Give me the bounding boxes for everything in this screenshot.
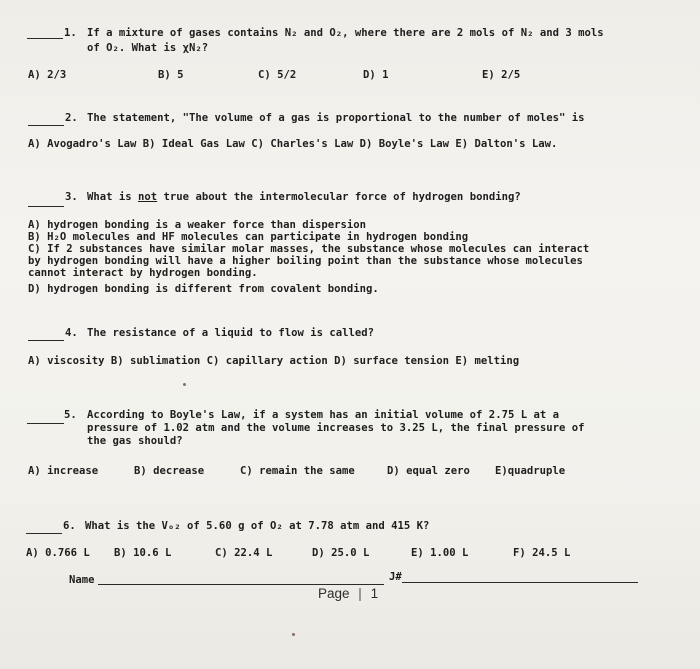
q5-text-line3: the gas should? xyxy=(87,435,183,447)
q6-number: 6. xyxy=(63,520,76,532)
q5-number: 5. xyxy=(64,409,77,421)
answer-blank-q6[interactable] xyxy=(26,533,62,534)
page-speck xyxy=(183,383,186,386)
q3-text-pre: What is xyxy=(87,191,139,203)
page-separator: | xyxy=(358,586,362,601)
q5-choice-b[interactable]: B) decrease xyxy=(134,465,205,477)
q5-choice-a[interactable]: A) increase xyxy=(28,465,99,477)
q4-number: 4. xyxy=(65,327,78,339)
q1-text-line1: If a mixture of gases contains N₂ and O₂, where there are 2 mols of N₂ and 3 mols xyxy=(87,27,604,39)
answer-blank-q2[interactable] xyxy=(28,125,64,126)
answer-blank-q5[interactable] xyxy=(27,423,64,424)
q3-number: 3. xyxy=(65,191,78,203)
id-field[interactable] xyxy=(402,582,638,583)
name-field[interactable] xyxy=(98,584,384,585)
q1-text-line2: of O₂. What is χN₂? xyxy=(87,42,209,54)
q3-text-line1 xyxy=(87,191,521,204)
q1-choice-a[interactable]: A) 2/3 xyxy=(28,69,67,81)
answer-blank-q4[interactable] xyxy=(28,340,64,341)
q6-text-line1: What is the Vₒ₂ of 5.60 g of O₂ at 7.78 atm and 415 K? xyxy=(85,520,430,532)
q1-choice-d[interactable]: D) 1 xyxy=(363,69,389,81)
q5-choice-c[interactable]: C) remain the same xyxy=(240,465,355,477)
q3-option-d[interactable]: D) hydrogen bonding is different from covalent bonding. xyxy=(28,283,379,295)
page-number: 1 xyxy=(370,586,379,601)
q5-text-line1: According to Boyle's Law, if a system has an initial volume of 2.75 L at a xyxy=(87,409,559,421)
q6-choice-e[interactable]: E) 1.00 L xyxy=(411,547,469,559)
q2-text-line1: The statement, "The volume of a gas is proportional to the number of moles" is xyxy=(87,112,585,124)
q5-choice-d[interactable]: D) equal zero xyxy=(387,465,470,477)
q1-choice-b[interactable]: B) 5 xyxy=(158,69,184,81)
answer-blank-q3[interactable] xyxy=(28,206,64,207)
q2-number: 2. xyxy=(65,112,78,124)
q6-choice-b[interactable]: B) 10.6 L xyxy=(114,547,172,559)
q3-option-c-line2: by hydrogen bonding will have a higher boiling point than the substance whose molecules xyxy=(28,255,583,267)
q6-choice-d[interactable]: D) 25.0 L xyxy=(312,547,370,559)
q3-option-a[interactable]: A) hydrogen bonding is a weaker force than dispersion xyxy=(28,219,367,231)
q1-number: 1. xyxy=(64,27,77,39)
page-label: Page xyxy=(318,586,350,601)
q3-option-c-line1[interactable]: C) If 2 substances have similar molar masses, the substance whose molecules can interact xyxy=(28,243,590,255)
q3-option-b[interactable]: B) H₂O molecules and HF molecules can participate in hydrogen bonding xyxy=(28,231,469,243)
q3-text-not: not xyxy=(138,191,158,203)
q3-option-c-line3: cannot interact by hydrogen bonding. xyxy=(28,267,258,279)
name-label: Name xyxy=(69,574,95,586)
q5-text-line2: pressure of 1.02 atm and the volume increases to 3.25 L, the final pressure of xyxy=(87,422,585,434)
q6-choice-a[interactable]: A) 0.766 L xyxy=(26,547,90,559)
page-speck-bottom xyxy=(292,633,295,636)
q4-text-line1: The resistance of a liquid to flow is called? xyxy=(87,327,375,339)
q5-choice-e[interactable]: E)quadruple xyxy=(495,465,566,477)
q1-choice-c[interactable]: C) 5/2 xyxy=(258,69,297,81)
id-label: J# xyxy=(389,571,402,583)
q2-choices[interactable]: A) Avogadro's Law B) Ideal Gas Law C) Charles's Law D) Boyle's Law E) Dalton's Law. xyxy=(28,138,558,150)
q6-choice-f[interactable]: F) 24.5 L xyxy=(513,547,571,559)
q3-text-post: true about the intermolecular force of hydrogen bonding? xyxy=(157,191,521,203)
q4-choices[interactable]: A) viscosity B) sublimation C) capillary action D) surface tension E) melting xyxy=(28,355,520,367)
answer-blank-q1[interactable] xyxy=(27,38,63,39)
page-footer xyxy=(318,586,378,601)
q6-choice-c[interactable]: C) 22.4 L xyxy=(215,547,273,559)
q1-choice-e[interactable]: E) 2/5 xyxy=(482,69,521,81)
